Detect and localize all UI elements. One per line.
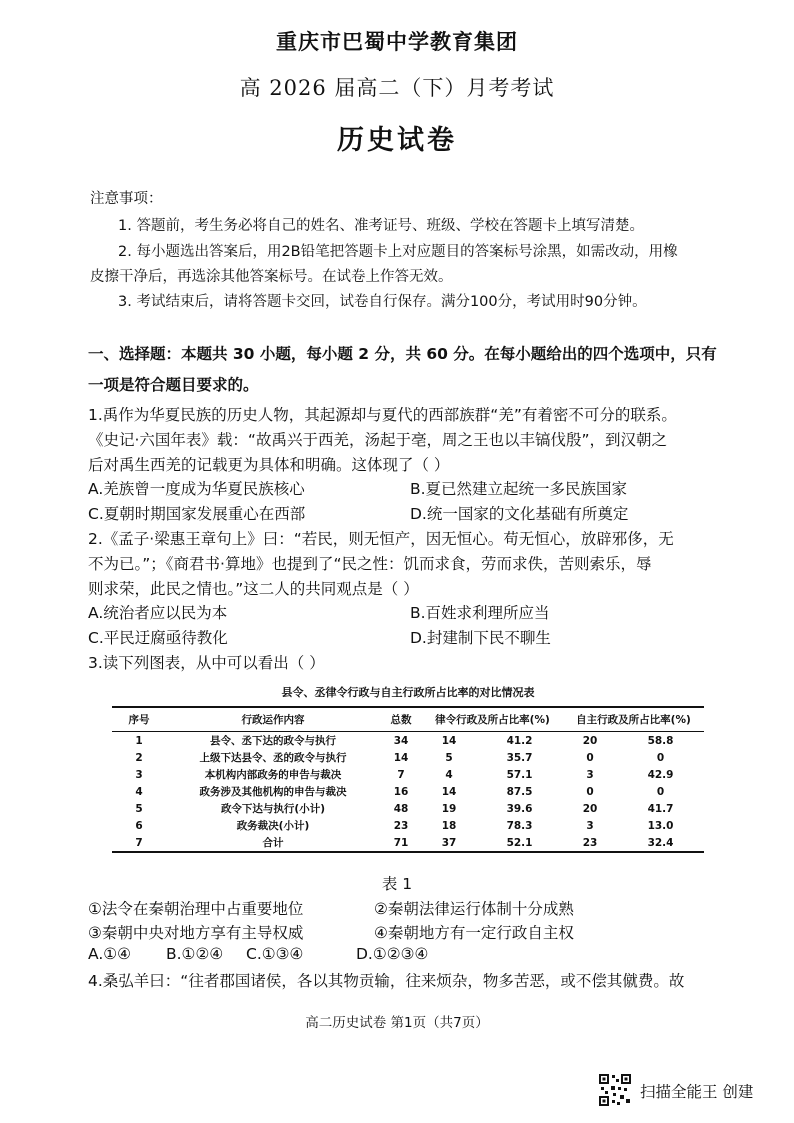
table-cell: 13.0: [647, 819, 674, 832]
q1-line: 《史记·六国年表》载：“故禹兴于西羌，汤起于亳，周之王也以丰镐伐殷”，到汉朝之: [88, 431, 667, 449]
table-cell: 3: [135, 768, 143, 781]
table-row: [112, 766, 704, 783]
q1-option-a: A.羌族曾一度成为华夏民族核心: [88, 480, 305, 498]
table-caption: 表 1: [381, 875, 413, 893]
table-cell: 41.7: [647, 802, 674, 815]
table-cell: 14: [393, 751, 409, 764]
table-cell: 71: [380, 834, 422, 852]
table-cell: 16: [393, 785, 409, 798]
table-cell: 39.6: [506, 802, 533, 815]
table-cell: 87.5: [506, 785, 533, 798]
data-table: [112, 706, 704, 853]
q1-option-d: D.统一国家的文化基础有所奠定: [410, 505, 629, 523]
q3-option-d: D.①②③④: [356, 945, 429, 963]
q1-line: 后对禹生西羌的记载更为具体和明确。这体现了（ ）: [88, 456, 450, 474]
q2-line: 不为已。”；《商君书·算地》也提到了“民之性：饥而求食，劳而求佚，苦则索乐，辱: [88, 555, 652, 573]
q2-option-b: B.百姓求利理所应当: [410, 604, 550, 622]
table-header: 行政运作内容: [166, 707, 380, 732]
table-cell: 政令下达与执行(小计): [220, 803, 326, 815]
table-cell: 本机构内部政务的申告与裁决: [204, 769, 342, 781]
table-cell: 42.9: [647, 768, 674, 781]
q4-line: 4.桑弘羊曰：“往者郡国诸侯，各以其物贡输，往来烦杂，物多苦恶，或不偿其僦费。故: [88, 972, 685, 990]
exam-title: 高 2026 届高二（下）月考考试: [239, 76, 555, 100]
table-cell: 上级下达县令、丞的政令与执行: [199, 752, 347, 764]
table-cell: 政务裁决(小计): [236, 820, 310, 832]
table-header: 自主行政及所占比率(%): [563, 707, 704, 732]
table-cell: 3: [586, 819, 594, 832]
school-name: 重庆市巴蜀中学教育集团: [276, 29, 518, 54]
table-cell: 57.1: [506, 768, 533, 781]
table-cell: 48: [393, 802, 409, 815]
table-cell: 4: [445, 768, 453, 781]
table-cell: 政务涉及其他机构的申告与裁决: [199, 786, 347, 798]
table-cell: 20: [582, 802, 598, 815]
q3-statement: ③秦朝中央对地方享有主导权威: [88, 924, 304, 942]
table-cell: 23: [393, 819, 409, 832]
q3-stem: 3.读下列图表，从中可以看出（ ）: [88, 654, 325, 672]
table-title: 县令、丞律令行政与自主行政所占比率的对比情况表: [281, 686, 535, 699]
q3-statement: ②秦朝法律运行体制十分成熟: [374, 900, 574, 918]
q2-line: 2.《孟子·梁惠王章句上》曰：“若民，则无恒产，因无恒心。苟无恒心，放辟邪侈，无: [88, 530, 674, 548]
table-cell: 5: [445, 751, 453, 764]
q1-option-b: B.夏已然建立起统一多民族国家: [410, 480, 628, 498]
table-cell: 18: [441, 819, 457, 832]
table-cell: 23: [563, 834, 617, 852]
q2-option-d: D.封建制下民不聊生: [410, 629, 551, 647]
table-cell: 0: [656, 751, 665, 764]
table-cell: 19: [441, 802, 457, 815]
table-cell: 7: [112, 834, 166, 852]
table-cell: 20: [582, 734, 598, 747]
table-cell: 0: [656, 785, 665, 798]
q3-statement: ①法令在秦朝治理中占重要地位: [88, 900, 304, 918]
table-row: [112, 834, 704, 852]
qr-code-icon: [598, 1073, 632, 1107]
notice-item-1: 1. 答题前，考生务必将自己的姓名、准考证号、班级、学校在答题卡上填写清楚。: [118, 218, 644, 234]
table-cell: 78.3: [506, 819, 533, 832]
q3-option-c: C.①③④: [246, 945, 304, 963]
q1-option-c: C.夏朝时期国家发展重心在西部: [88, 505, 306, 523]
q3-option-b: B.①②④: [166, 945, 224, 963]
table-row: [112, 749, 704, 766]
table-cell: 32.4: [617, 834, 704, 852]
notice-item-3: 3. 考试结束后，请将答题卡交回，试卷自行保存。满分100分，考试用时90分钟。: [118, 294, 647, 310]
section-heading-line2: 一项是符合题目要求的。: [88, 376, 259, 394]
table-row: [112, 783, 704, 800]
table-row: [112, 800, 704, 817]
table-cell: 6: [135, 819, 143, 832]
table-header-row: [112, 707, 704, 732]
table-cell: 35.7: [506, 751, 533, 764]
q1-line: 1.禹作为华夏民族的历史人物，其起源却与夏代的西部族群“羌”有着密不可分的联系。: [88, 406, 677, 424]
scanner-watermark: 扫描全能王 创建: [640, 1083, 754, 1101]
notice-item-2: 2. 每小题选出答案后，用2B铅笔把答题卡上对应题目的答案标号涂黑，如需改动，用橡: [118, 244, 678, 260]
table-cell: 14: [441, 734, 457, 747]
table-header: 总数: [380, 707, 422, 732]
notice-item-2-cont: 皮擦干净后，再选涂其他答案标号。在试卷上作答无效。: [90, 269, 453, 285]
table-cell: 合计: [166, 834, 380, 852]
table-cell: 14: [441, 785, 457, 798]
table-cell: 0: [586, 751, 594, 764]
table-cell: 3: [586, 768, 594, 781]
table-row: [112, 817, 704, 834]
notice-title: 注意事项：: [90, 191, 163, 207]
table-cell: 5: [135, 802, 143, 815]
table-cell: 7: [397, 768, 405, 781]
table-row: [112, 732, 704, 750]
subject-title: 历史试卷: [337, 125, 457, 156]
q2-option-a: A.统治者应以民为本: [88, 604, 228, 622]
table-cell: 1: [135, 734, 143, 747]
table-cell: 52.1: [476, 834, 563, 852]
q3-option-a: A.①④: [88, 945, 132, 963]
table-cell: 37: [422, 834, 476, 852]
table-header: 律令行政及所占比率(%): [422, 707, 563, 732]
section-heading-line1: 一、选择题：本题共 30 小题，每小题 2 分，共 60 分。在每小题给出的四个选项中，只有: [88, 345, 717, 363]
table-cell: 县令、丞下达的政令与执行: [210, 735, 336, 747]
table-cell: 58.8: [647, 734, 674, 747]
table-cell: 2: [135, 751, 143, 764]
table-cell: 0: [586, 785, 594, 798]
q3-statement: ④秦朝地方有一定行政自主权: [374, 924, 574, 942]
table-cell: 4: [135, 785, 143, 798]
table-cell: 41.2: [506, 734, 533, 747]
table-cell: 34: [393, 734, 409, 747]
page-footer: 高二历史试卷 第1页（共7页）: [305, 1015, 489, 1031]
q2-line: 则求荣，此民之情也。”这二人的共同观点是（ ）: [88, 580, 419, 598]
table-header: 序号: [112, 707, 166, 732]
q2-option-c: C.平民迂腐亟待教化: [88, 629, 228, 647]
